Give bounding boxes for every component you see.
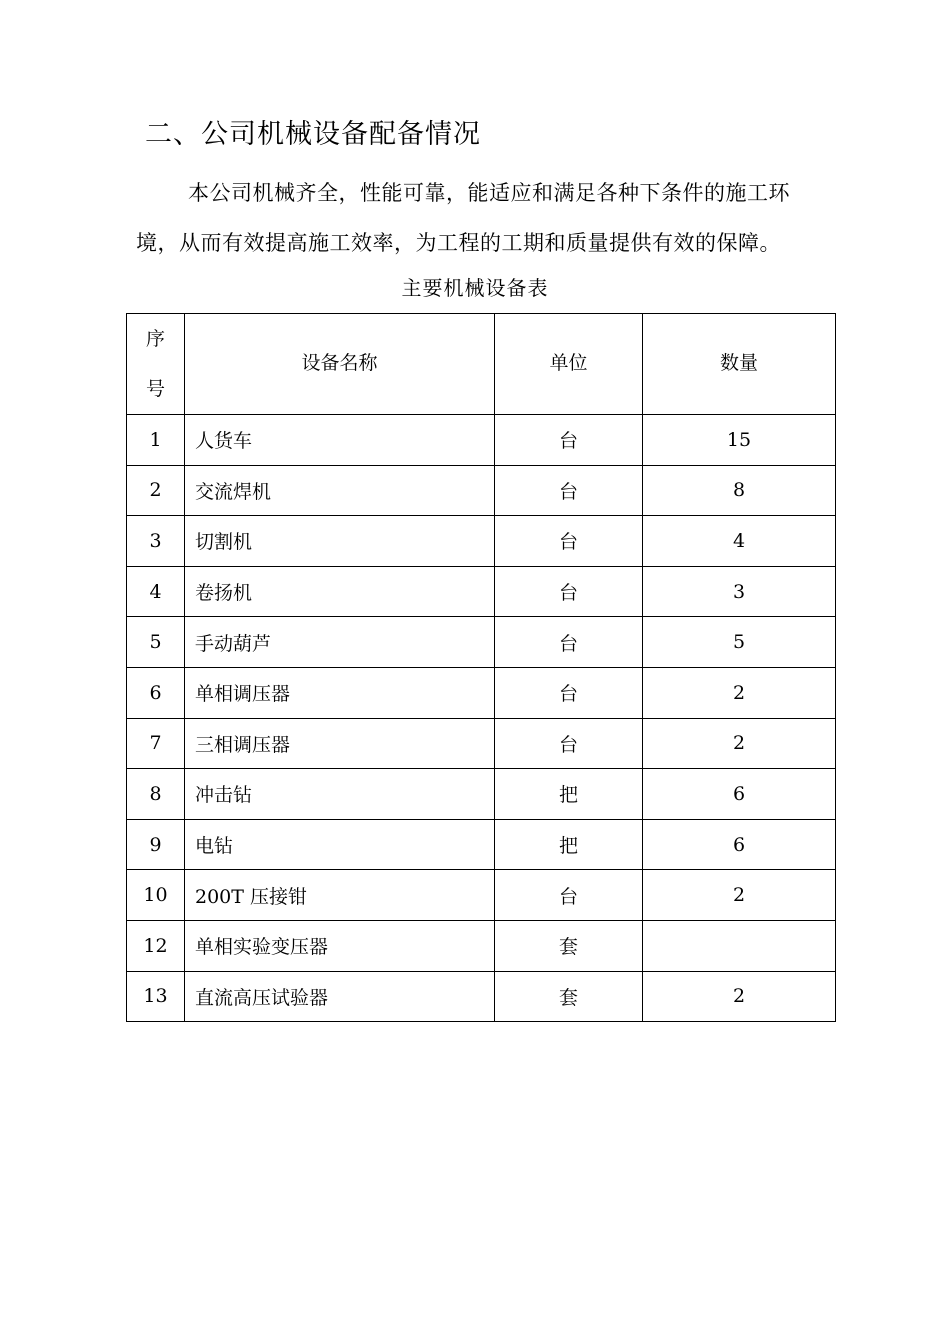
cell-unit: 台 <box>495 617 643 668</box>
table-row <box>127 819 836 870</box>
cell-unit: 台 <box>495 566 643 617</box>
table-row <box>127 920 836 971</box>
table-header-row <box>127 314 836 415</box>
table-row <box>127 516 836 567</box>
cell-equipment-name: 切割机 <box>185 516 495 567</box>
cell-equipment-name: 交流焊机 <box>185 465 495 516</box>
table-row <box>127 769 836 820</box>
section-paragraph: 本公司机械齐全，性能可靠，能适应和满足各种下条件的施工环境，从而有效提高施工效率，为工程的工期和质量提供有效的保障。 <box>136 181 790 255</box>
cell-quantity: 15 <box>643 415 836 466</box>
cell-equipment-name: 单相调压器 <box>185 667 495 718</box>
table-row <box>127 566 836 617</box>
cell-unit: 台 <box>495 718 643 769</box>
table-row <box>127 617 836 668</box>
table-row <box>127 718 836 769</box>
cell-equipment-name: 卷扬机 <box>185 566 495 617</box>
table-row <box>127 870 836 921</box>
cell-quantity: 3 <box>643 566 836 617</box>
cell-serial-no: 2 <box>127 465 185 516</box>
cell-unit: 台 <box>495 516 643 567</box>
table-row <box>127 415 836 466</box>
cell-serial-no: 12 <box>127 920 185 971</box>
cell-unit: 套 <box>495 920 643 971</box>
cell-serial-no: 4 <box>127 566 185 617</box>
header-equipment-name: 设备名称 <box>185 314 495 415</box>
header-unit: 单位 <box>495 314 643 415</box>
cell-unit: 台 <box>495 667 643 718</box>
cell-quantity: 2 <box>643 667 836 718</box>
cell-equipment-name: 人货车 <box>185 415 495 466</box>
cell-unit: 台 <box>495 465 643 516</box>
equipment-table <box>126 313 836 1022</box>
cell-quantity: 2 <box>643 971 836 1022</box>
table-row <box>127 465 836 516</box>
cell-quantity: 6 <box>643 769 836 820</box>
cell-equipment-name: 冲击钻 <box>185 769 495 820</box>
cell-serial-no: 9 <box>127 819 185 870</box>
cell-quantity: 5 <box>643 617 836 668</box>
header-serial-no-line1: 序 <box>145 328 165 350</box>
cell-unit: 把 <box>495 769 643 820</box>
cell-serial-no: 13 <box>127 971 185 1022</box>
cell-serial-no: 6 <box>127 667 185 718</box>
cell-equipment-name: 单相实验变压器 <box>185 920 495 971</box>
cell-serial-no: 10 <box>127 870 185 921</box>
cell-serial-no: 3 <box>127 516 185 567</box>
cell-equipment-name: 200T 压接钳 <box>185 870 495 921</box>
cell-quantity: 2 <box>643 870 836 921</box>
cell-quantity <box>643 920 836 971</box>
cell-unit: 套 <box>495 971 643 1022</box>
cell-quantity: 4 <box>643 516 836 567</box>
cell-quantity: 2 <box>643 718 836 769</box>
cell-serial-no: 7 <box>127 718 185 769</box>
cell-equipment-name: 直流高压试验器 <box>185 971 495 1022</box>
header-serial-no-line2: 号 <box>145 378 165 400</box>
cell-unit: 台 <box>495 415 643 466</box>
cell-quantity: 6 <box>643 819 836 870</box>
cell-equipment-name: 三相调压器 <box>185 718 495 769</box>
cell-equipment-name: 电钻 <box>185 819 495 870</box>
cell-unit: 台 <box>495 870 643 921</box>
cell-equipment-name: 手动葫芦 <box>185 617 495 668</box>
table-row <box>127 667 836 718</box>
table-row <box>127 971 836 1022</box>
cell-unit: 把 <box>495 819 643 870</box>
header-serial-no <box>127 314 185 415</box>
header-quantity: 数量 <box>643 314 836 415</box>
section-heading: 二、公司机械设备配备情况 <box>145 119 481 150</box>
cell-serial-no: 5 <box>127 617 185 668</box>
cell-serial-no: 1 <box>127 415 185 466</box>
cell-serial-no: 8 <box>127 769 185 820</box>
table-caption: 主要机械设备表 <box>401 276 549 300</box>
cell-quantity: 8 <box>643 465 836 516</box>
